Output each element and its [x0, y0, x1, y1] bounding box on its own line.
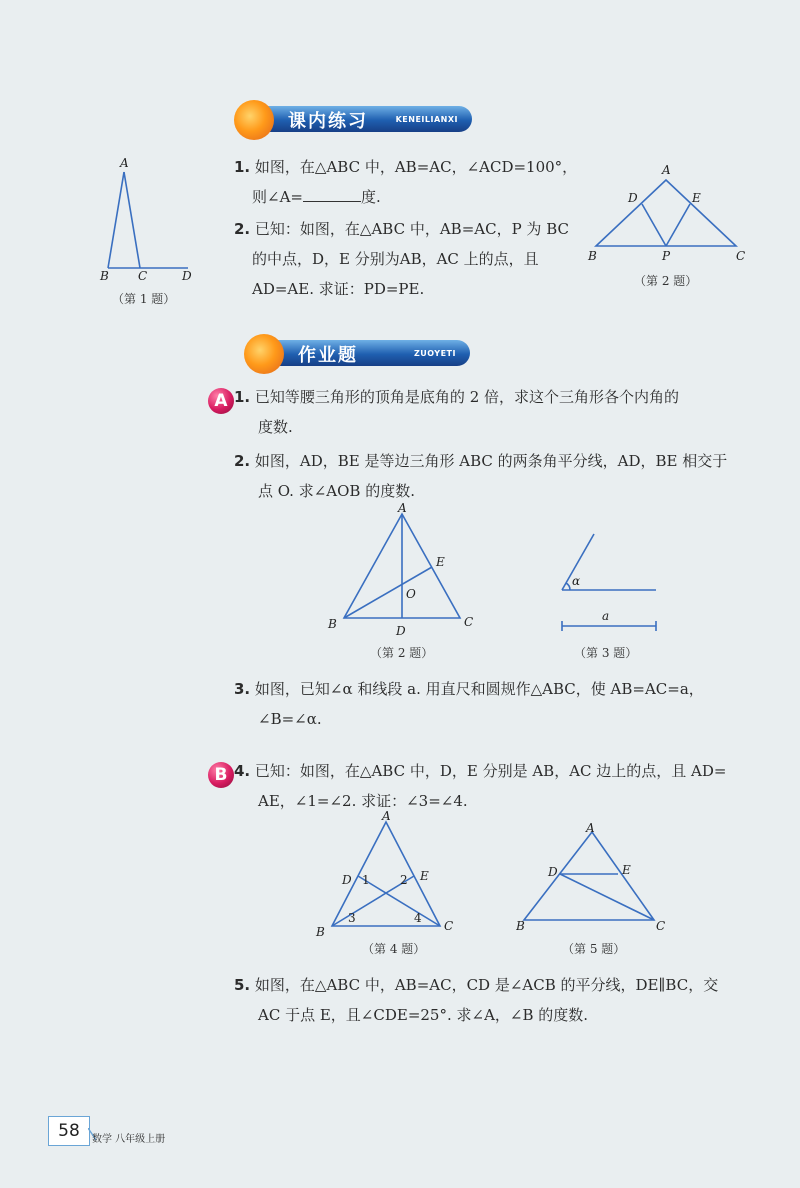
- svg-text:A: A: [662, 163, 671, 177]
- svg-text:C: C: [464, 615, 474, 629]
- label-B: B: [100, 269, 109, 283]
- caption-fig-h2: （第 2 题）: [370, 646, 434, 660]
- svg-text:C: C: [656, 919, 666, 932]
- practice-q2: [234, 214, 569, 304]
- section-subtitle: KENEILIANXI: [395, 115, 458, 124]
- figure-practice-1: [96, 152, 206, 284]
- figure-homework-2: [324, 500, 480, 640]
- level-b-badge: B: [208, 762, 234, 788]
- svg-text:C: C: [444, 919, 454, 933]
- sun-icon: [234, 100, 274, 140]
- svg-text:B: B: [328, 617, 337, 631]
- caption-fig-h5: （第 5 题）: [562, 942, 626, 956]
- caption-fig-h4: （第 4 题）: [362, 942, 426, 956]
- homework-q5: 5. 如图，在△ABC 中，AB=AC，CD 是∠ACB 的平分线，DE∥BC，交 AC 于点 E，且∠CDE=25°. 求∠A，∠B 的度数.: [234, 976, 719, 1024]
- book-title: 数学 八年级上册: [92, 1134, 166, 1145]
- caption-fig-2: （第 2 题）: [634, 274, 698, 288]
- figure-practice-2: [586, 160, 750, 270]
- q1-line2a: 则∠A=: [252, 188, 303, 206]
- homework-q4: 4. 已知：如图，在△ABC 中，D，E 分别是 AB，AC 边上的点，且 AD= AE，∠1=∠2. 求证：∠3=∠4.: [234, 762, 727, 810]
- q2-line1: 已知：如图，在△ABC 中，AB=AC，P 为 BC: [254, 220, 569, 238]
- svg-text:E: E: [420, 869, 429, 883]
- sun-icon: [244, 334, 284, 374]
- svg-text:D: D: [396, 624, 406, 638]
- figure-homework-4: [312, 810, 462, 940]
- section-subtitle: ZUOYETI: [413, 349, 456, 358]
- svg-text:C: C: [736, 249, 746, 263]
- svg-text:B: B: [516, 919, 525, 932]
- q2-line2: 的中点，D，E 分别为AB，AC 上的点，且: [252, 250, 539, 268]
- svg-text:E: E: [692, 191, 701, 205]
- section-title: 课内练习: [288, 111, 368, 132]
- svg-text:B: B: [316, 925, 325, 939]
- label-alpha: α: [572, 574, 581, 588]
- svg-text:A: A: [398, 501, 407, 515]
- svg-text:D: D: [628, 191, 638, 205]
- question-number: 1.: [234, 158, 251, 176]
- label-3: 3: [348, 911, 356, 925]
- practice-q1: [234, 152, 577, 212]
- page-number: 58: [48, 1116, 90, 1146]
- q1-line2b: 度.: [360, 188, 381, 206]
- homework-q2: 2. 如图，AD，BE 是等边三角形 ABC 的两条角平分线，AD，BE 相交于 点 O. 求∠AOB 的度数.: [234, 452, 728, 500]
- level-a-badge: A: [208, 388, 234, 414]
- q1-line1: 如图，在△ABC 中，AB=AC，∠ACD=100°，: [254, 158, 578, 176]
- section-banner-homework: [258, 340, 470, 366]
- label-1: 1: [362, 873, 370, 887]
- svg-text:A: A: [586, 822, 595, 835]
- section-banner-practice: [248, 106, 472, 132]
- figure-homework-3: [552, 528, 664, 632]
- label-2: 2: [400, 873, 408, 887]
- svg-text:B: B: [588, 249, 597, 263]
- homework-q1: 1. 已知等腰三角形的顶角是底角的 2 倍，求这个三角形各个内角的 度数.: [234, 388, 680, 436]
- section-title: 作业题: [298, 345, 358, 366]
- label-D: D: [182, 269, 192, 283]
- svg-text:A: A: [382, 810, 391, 823]
- label-A: A: [120, 156, 129, 170]
- svg-text:O: O: [406, 587, 416, 601]
- caption-fig-h3: （第 3 题）: [574, 646, 638, 660]
- svg-text:D: D: [548, 865, 558, 879]
- label-C: C: [138, 269, 148, 283]
- svg-text:D: D: [342, 873, 352, 887]
- question-number: 2.: [234, 220, 251, 238]
- caption-fig-1: （第 1 题）: [112, 292, 176, 306]
- svg-text:P: P: [662, 249, 671, 263]
- figure-homework-5: [516, 822, 672, 932]
- homework-q3: 3. 如图，已知∠α 和线段 a. 用直尺和圆规作△ABC，使 AB=AC=a， ∠B=∠α.: [234, 680, 704, 728]
- label-4: 4: [414, 911, 422, 925]
- q2-line3: AD=AE. 求证：PD=PE.: [252, 280, 425, 298]
- label-a: a: [602, 609, 610, 623]
- svg-text:E: E: [622, 863, 631, 877]
- answer-blank: [303, 187, 361, 202]
- svg-text:E: E: [436, 555, 445, 569]
